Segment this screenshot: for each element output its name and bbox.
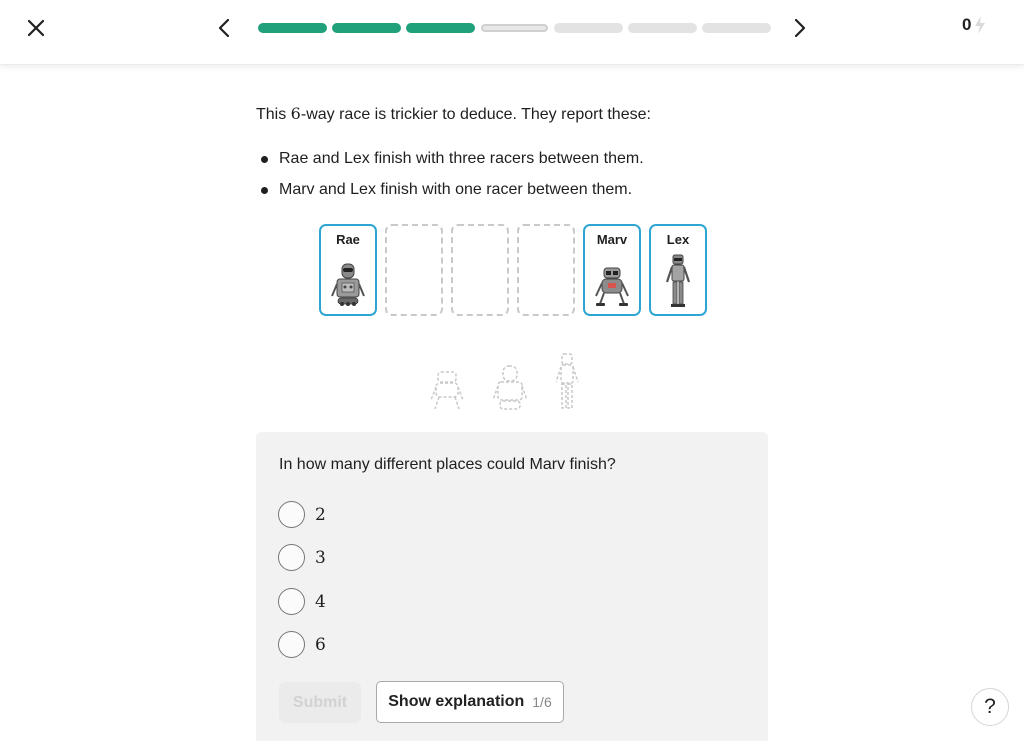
chevron-right-icon [793, 18, 807, 38]
option-label: 3 [315, 547, 326, 568]
show-explanation-button[interactable] [376, 681, 564, 723]
progress-segment [406, 23, 475, 33]
ghost-robot-icon [554, 352, 580, 412]
empty-slot[interactable] [451, 224, 509, 316]
slot-lex[interactable] [649, 224, 707, 316]
explanation-count: 1/6 [532, 694, 552, 710]
ghost-robot-icon [490, 364, 530, 412]
answer-option[interactable] [278, 631, 326, 658]
rae-robot-icon [328, 262, 368, 308]
empty-slot[interactable] [385, 224, 443, 316]
option-label: 4 [315, 591, 326, 612]
option-label: 2 [315, 504, 326, 525]
option-label: 6 [315, 634, 326, 655]
top-bar [0, 0, 1024, 65]
explanation-label: Show explanation [388, 693, 525, 710]
intro-text-before: This [256, 106, 291, 123]
progress-segment [258, 23, 327, 33]
slot-name: Rae [336, 232, 360, 247]
progress-segment [554, 23, 623, 33]
answer-option[interactable] [278, 501, 326, 528]
close-icon [27, 19, 45, 37]
clue-item: Marv and Lex finish with one racer between them. [256, 174, 768, 205]
answer-option[interactable] [278, 588, 326, 615]
next-button[interactable] [786, 14, 814, 42]
lightning-bolt-icon [974, 16, 986, 34]
clue-list [256, 143, 768, 205]
slot-name: Lex [666, 232, 690, 247]
intro-text-after: -way race is trickier to deduce. They report these: [300, 106, 651, 123]
ghost-robots [428, 350, 580, 412]
progress-bar [258, 23, 771, 33]
problem-intro [256, 100, 768, 129]
marv-robot-icon [592, 266, 632, 308]
score-value: 0 [962, 15, 972, 34]
question-panel [256, 432, 768, 741]
close-button[interactable] [22, 14, 50, 42]
clue-item: Rae and Lex finish with three racers between them. [256, 143, 768, 174]
previous-button[interactable] [210, 14, 238, 42]
problem-content [256, 100, 768, 205]
radio-button[interactable] [278, 501, 305, 528]
progress-segment [332, 23, 401, 33]
lex-robot-icon [663, 254, 693, 308]
slot-rae[interactable] [319, 224, 377, 316]
slot-name: Marv [596, 232, 628, 247]
help-button[interactable]: ? [971, 688, 1009, 726]
empty-slot[interactable] [517, 224, 575, 316]
progress-segment-current [480, 23, 549, 33]
answer-option[interactable] [278, 544, 326, 571]
radio-button[interactable] [278, 588, 305, 615]
question-text: In how many different places could Marv finish? [279, 456, 616, 473]
intro-number: 6 [290, 104, 301, 123]
progress-segment [628, 23, 697, 33]
radio-button[interactable] [278, 544, 305, 571]
chevron-left-icon [217, 18, 231, 38]
race-slots [319, 224, 707, 316]
score-counter [962, 15, 986, 35]
ghost-robot-icon [428, 370, 466, 412]
slot-marv[interactable] [583, 224, 641, 316]
progress-segment [702, 23, 771, 33]
submit-button[interactable]: Submit [279, 682, 361, 723]
radio-button[interactable] [278, 631, 305, 658]
